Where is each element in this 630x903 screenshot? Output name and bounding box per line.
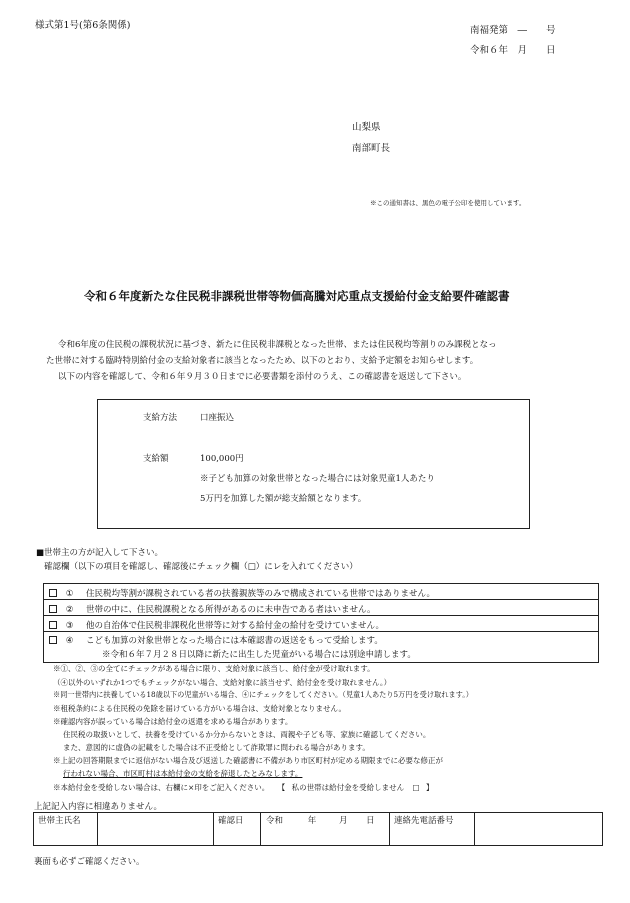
payment-method-label: 支給方法 [143, 413, 178, 423]
checklist-item-4[interactable]: ④ こども加算の対象世帯となった場合には本確認書の返送をもって受給します。 [49, 634, 383, 646]
issue-date: 令和６年 月 日 [470, 45, 556, 56]
note-1: ※①、②、③の全てにチェックがある場合に限り、支給対象に該当し、給付金が受け取れます。 [53, 664, 375, 673]
document-number: 南福発第 ― 号 [470, 25, 556, 36]
payment-note-1: ※子ども加算の対象世帯となった場合には対象児童1人あたり [200, 474, 435, 484]
section-heading: ■世帯主の方が記入して下さい。 [36, 548, 164, 558]
checklist-item-4-sub: ※令和６年７月２８日以降に新たに出生した児童がいる場合には別途申請します。 [102, 650, 416, 660]
phone-label: 連絡先電話番号 [394, 816, 454, 826]
head-name-field[interactable] [99, 814, 211, 844]
payment-method-value: 口座振込 [200, 413, 235, 423]
note-5: ※確認内容が誤っている場合は給付金の返還を求める場合があります。 [53, 717, 293, 726]
checklist-item-2[interactable]: ② 世帯の中に、住民税課税となる所得があるのに未申告である者はいません。 [49, 603, 376, 615]
confirm-date-field[interactable]: 令和 年 月 日 [266, 816, 375, 826]
note-6: 住民税の取扱いとして、扶養を受けているか分からないときは、両親や子ども等、家族に確認してください。 [63, 730, 431, 739]
section-instruction: 確認欄（以下の項目を確認し、確認後にチェック欄（□）にレを入れてください） [44, 562, 358, 572]
checkbox-4[interactable] [49, 636, 57, 644]
note-4: ※租税条約による住民税の免除を届けている方がいる場合は、支給対象となりません。 [53, 704, 346, 713]
intro-line-1: 令和6年度の住民税の課税状況に基づき、新たに住民税非課税となった世帯、または住民税均等割りのみ課税となっ [58, 340, 497, 350]
checkbox-1[interactable] [49, 589, 57, 597]
head-name-label: 世帯主氏名 [38, 816, 81, 826]
confirm-statement: 上記記入内容に相違ありません。 [34, 802, 163, 812]
note-7: また、意図的に虚偽の記載をした場合は不正受給として詐欺罪に問われる場合があります。 [63, 743, 370, 752]
phone-field[interactable] [476, 814, 601, 844]
note-3: ※同一世帯内に扶養している18歳以下の児童がいる場合、④にチェックをしてください。（児童1人あたり5万円を受け取れます。） [53, 690, 473, 699]
footer-note: 裏面も必ずご確認ください。 [34, 857, 145, 867]
document-title: 令和６年度新たな住民税非課税世帯等物価高騰対応重点支援給付金支給要件確認書 [84, 289, 510, 303]
note-8: ※上記の回答期限までに返信がない場合及び返送した確認書に不備があり市区町村が定める期限までに必要な修正が [53, 756, 443, 765]
seal-note: ※この通知書は、黒色の電子公印を使用しています。 [370, 199, 526, 207]
checklist-item-1[interactable]: ① 住民税均等割が課税されている者の扶養親族等のみで構成されている世帯ではありません。 [49, 587, 435, 599]
decline-checkbox[interactable]: □ [412, 783, 420, 792]
form-number: 様式第1号(第6条関係) [35, 20, 131, 31]
intro-line-2: た世帯に対する臨時特別給付金の支給対象者に該当となったため、以下のとおり、支給予定額をお知らせします。 [46, 356, 479, 366]
payment-amount-value: 100,000円 [200, 454, 244, 464]
note-2: （④以外のいずれか1つでもチェックがない場合、支給対象に該当せず、給付金を受け取れません。） [53, 678, 392, 687]
checkbox-2[interactable] [49, 605, 57, 613]
issuer-mayor: 南部町長 [352, 143, 391, 154]
decline-line: ※本給付金を受給しない場合は、右欄に×印をご記入ください。 【 私の世帯は給付金を受給しません □ 】 [53, 783, 434, 792]
payment-amount-label: 支給額 [143, 454, 169, 464]
issuer-prefecture: 山梨県 [352, 122, 381, 133]
confirm-date-label: 確認日 [218, 816, 244, 826]
intro-line-3: 以下の内容を確認して、令和６年９月３０日までに必要書類を添付のうえ、この確認書を返送して下さい。 [58, 372, 467, 382]
checklist-item-3[interactable]: ③ 他の自治体で住民税非課税化世帯等に対する給付金の給付を受けていません。 [49, 619, 384, 631]
payment-note-2: 5万円を加算した額が総支給額となります。 [200, 494, 367, 504]
checkbox-3[interactable] [49, 621, 57, 629]
note-9: 行われない場合、市区町村は本給付金の支給を辞退したとみなします。 [63, 769, 303, 778]
